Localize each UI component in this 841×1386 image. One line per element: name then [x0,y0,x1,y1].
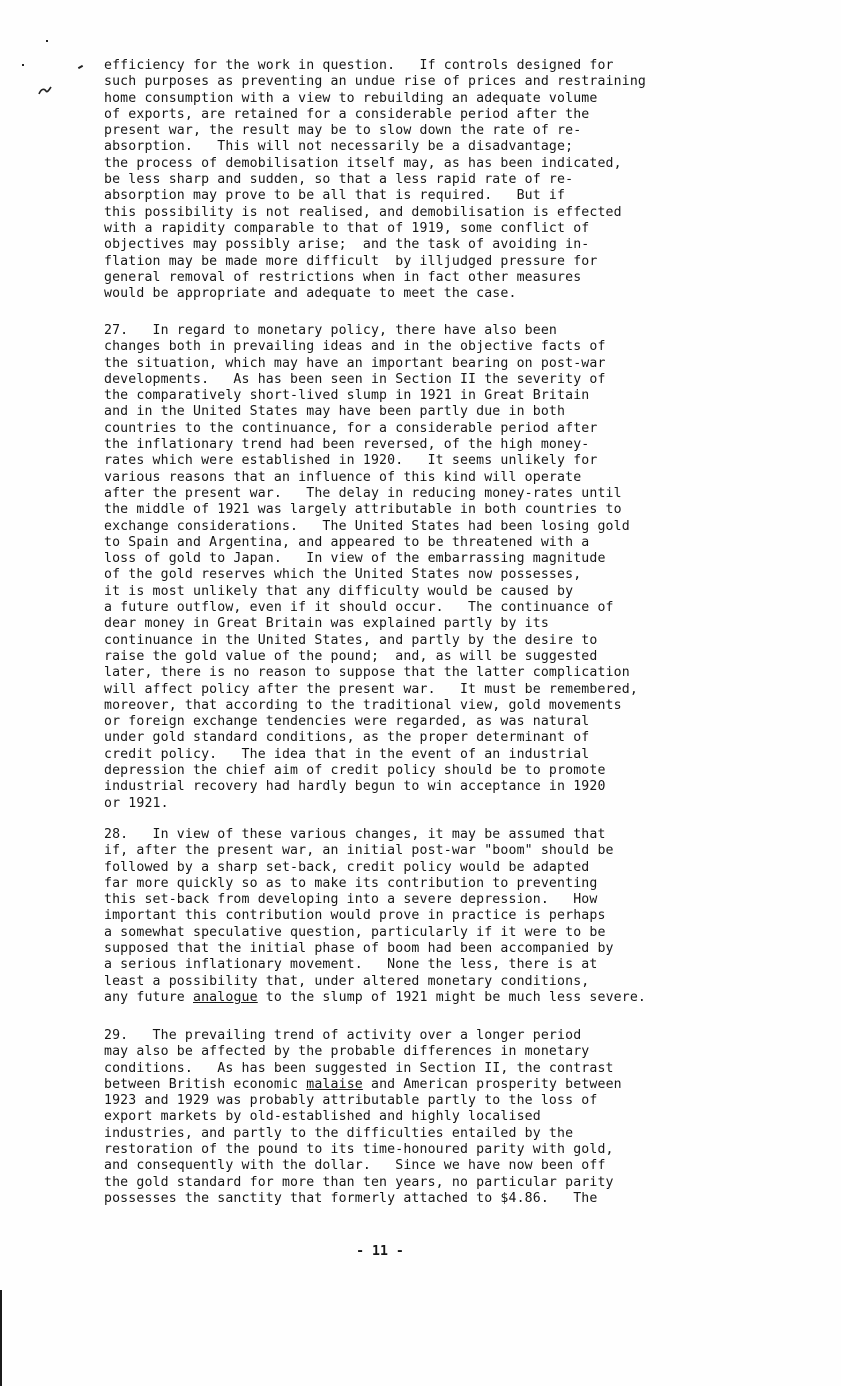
text-line: developments. As has been seen in Section II the severity of [104,371,606,387]
text-line: of exports, are retained for a considerable period after the [104,106,590,122]
paragraph-28 [104,827,784,1006]
text-line: if, after the present war, an initial post-war "boom" should be [104,843,614,859]
paragraph-29 [104,1028,784,1207]
text-line [104,1077,784,1093]
text-line: flation may be made more difficult by illjudged pressure for [104,253,598,269]
text-line: the inflationary trend had been reversed, of the high money- [104,437,590,453]
text-line: after the present war. The delay in reducing money-rates until [104,485,622,501]
text-line: would be appropriate and adequate to meet the case. [104,286,517,302]
text-line: moreover, that according to the traditional view, gold movements [104,697,622,713]
text-line: a serious inflationary movement. None the less, there is at [104,957,598,973]
text-line: of the gold reserves which the United States now possesses, [104,567,582,583]
text-line: changes both in prevailing ideas and in the objective facts of [104,339,606,355]
text-line: a future outflow, even if it should occur. The continuance of [104,600,614,616]
text-line [104,990,784,1006]
text-line: 29. The prevailing trend of activity over a longer period [104,1028,582,1043]
text-line: industries, and partly to the difficulties entailed by the [104,1125,574,1141]
text-line: or 1921. [104,795,169,811]
text-line: countries to the continuance, for a considerable period after [104,420,598,436]
text-fragment: between British economic [104,1076,307,1092]
text-line: objectives may possibly arise; and the task of avoiding in- [104,237,590,253]
text-line: will affect policy after the present war. It must be remembered, [104,681,638,697]
text-line: raise the gold value of the pound; and, as will be suggested [104,648,598,664]
text-line: this possibility is not realised, and demobilisation is effected [104,204,622,220]
underlined-word: analogue [193,989,258,1005]
text-line: possesses the sanctity that formerly attached to $4.86. The [104,1190,598,1206]
paragraph-continuation [104,58,784,302]
text-line: and in the United States may have been partly due in both [104,404,566,420]
text-line: a somewhat speculative question, particularly if it were to be [104,924,606,940]
text-line: 1923 and 1929 was probably attributable partly to the loss of [104,1093,598,1109]
text-line: export markets by old-established and highly localised [104,1109,541,1125]
text-line: under gold standard conditions, as the proper determinant of [104,730,590,746]
text-line: industrial recovery had hardly begun to win acceptance in 1920 [104,779,606,795]
stray-mark [22,64,24,66]
text-line: various reasons that an influence of this kind will operate [104,469,582,485]
text-line: far more quickly so as to make its contribution to preventing [104,875,598,891]
stray-mark [78,65,83,69]
text-line: the middle of 1921 was largely attributable in both countries to [104,502,622,518]
text-line: be less sharp and sudden, so that a less rapid rate of re- [104,172,574,188]
text-line: least a possibility that, under altered monetary conditions, [104,973,590,989]
text-line: loss of gold to Japan. In view of the embarrassing magnitude [104,551,606,567]
text-line: depression the chief aim of credit policy should be to promote [104,763,606,779]
pencil-mark-icon [38,86,52,96]
text-line: this set-back from developing into a severe depression. How [104,892,598,908]
text-line: present war, the result may be to slow down the rate of re- [104,123,582,139]
text-fragment: to the slump of 1921 might be much less severe. [257,989,647,1005]
text-line: restoration of the pound to its time-honoured parity with gold, [104,1142,614,1158]
text-line: 28. In view of these various changes, it may be assumed that [104,827,606,842]
text-line: the situation, which may have an important bearing on post-war [104,355,606,371]
text-line: the comparatively short-lived slump in 1921 in Great Britain [104,388,590,404]
text-line: may also be affected by the probable differences in monetary [104,1044,590,1060]
text-line: conditions. As has been suggested in Section II, the contrast [104,1060,614,1076]
text-line: efficiency for the work in question. If controls designed for [104,58,614,73]
page-number: - 11 - [356,1244,404,1259]
text-line: the gold standard for more than ten years, no particular parity [104,1174,614,1190]
text-line: followed by a sharp set-back, credit policy would be adapted [104,859,590,875]
text-line: absorption may prove to be all that is required. But if [104,188,566,204]
text-line: dear money in Great Britain was explained partly by its [104,616,549,632]
stray-mark [46,40,48,42]
text-line: rates which were established in 1920. It seems unlikely for [104,453,598,469]
text-fragment: and American prosperity between [362,1076,622,1092]
text-line: supposed that the initial phase of boom had been accompanied by [104,941,614,957]
text-line: such purposes as preventing an undue rise of prices and restraining [104,74,646,90]
text-line: it is most unlikely that any difficulty would be caused by [104,583,574,599]
text-line: continuance in the United States, and partly by the desire to [104,632,598,648]
text-line: home consumption with a view to rebuilding an adequate volume [104,90,598,106]
paragraph-27 [104,323,784,812]
underlined-word: malaise [306,1076,363,1092]
text-line: general removal of restrictions when in fact other measures [104,269,582,285]
text-line: important this contribution would prove in practice is perhaps [104,908,606,924]
text-line: to Spain and Argentina, and appeared to be threatened with a [104,534,590,550]
text-line: later, there is no reason to suppose that the latter complication [104,665,630,681]
text-line: the process of demobilisation itself may, as has been indicated, [104,155,622,171]
text-line: absorption. This will not necessarily be a disadvantage; [104,139,574,155]
text-line: 27. In regard to monetary policy, there have also been [104,323,558,338]
text-line: credit policy. The idea that in the event of an industrial [104,746,590,762]
text-line: or foreign exchange tendencies were regarded, as was natural [104,714,590,730]
scan-edge-line [0,1290,2,1386]
text-line: exchange considerations. The United States had been losing gold [104,518,630,534]
text-line: with a rapidity comparable to that of 1919, some conflict of [104,220,590,236]
text-line: and consequently with the dollar. Since we have now been off [104,1158,606,1174]
text-fragment: any future [104,989,193,1005]
